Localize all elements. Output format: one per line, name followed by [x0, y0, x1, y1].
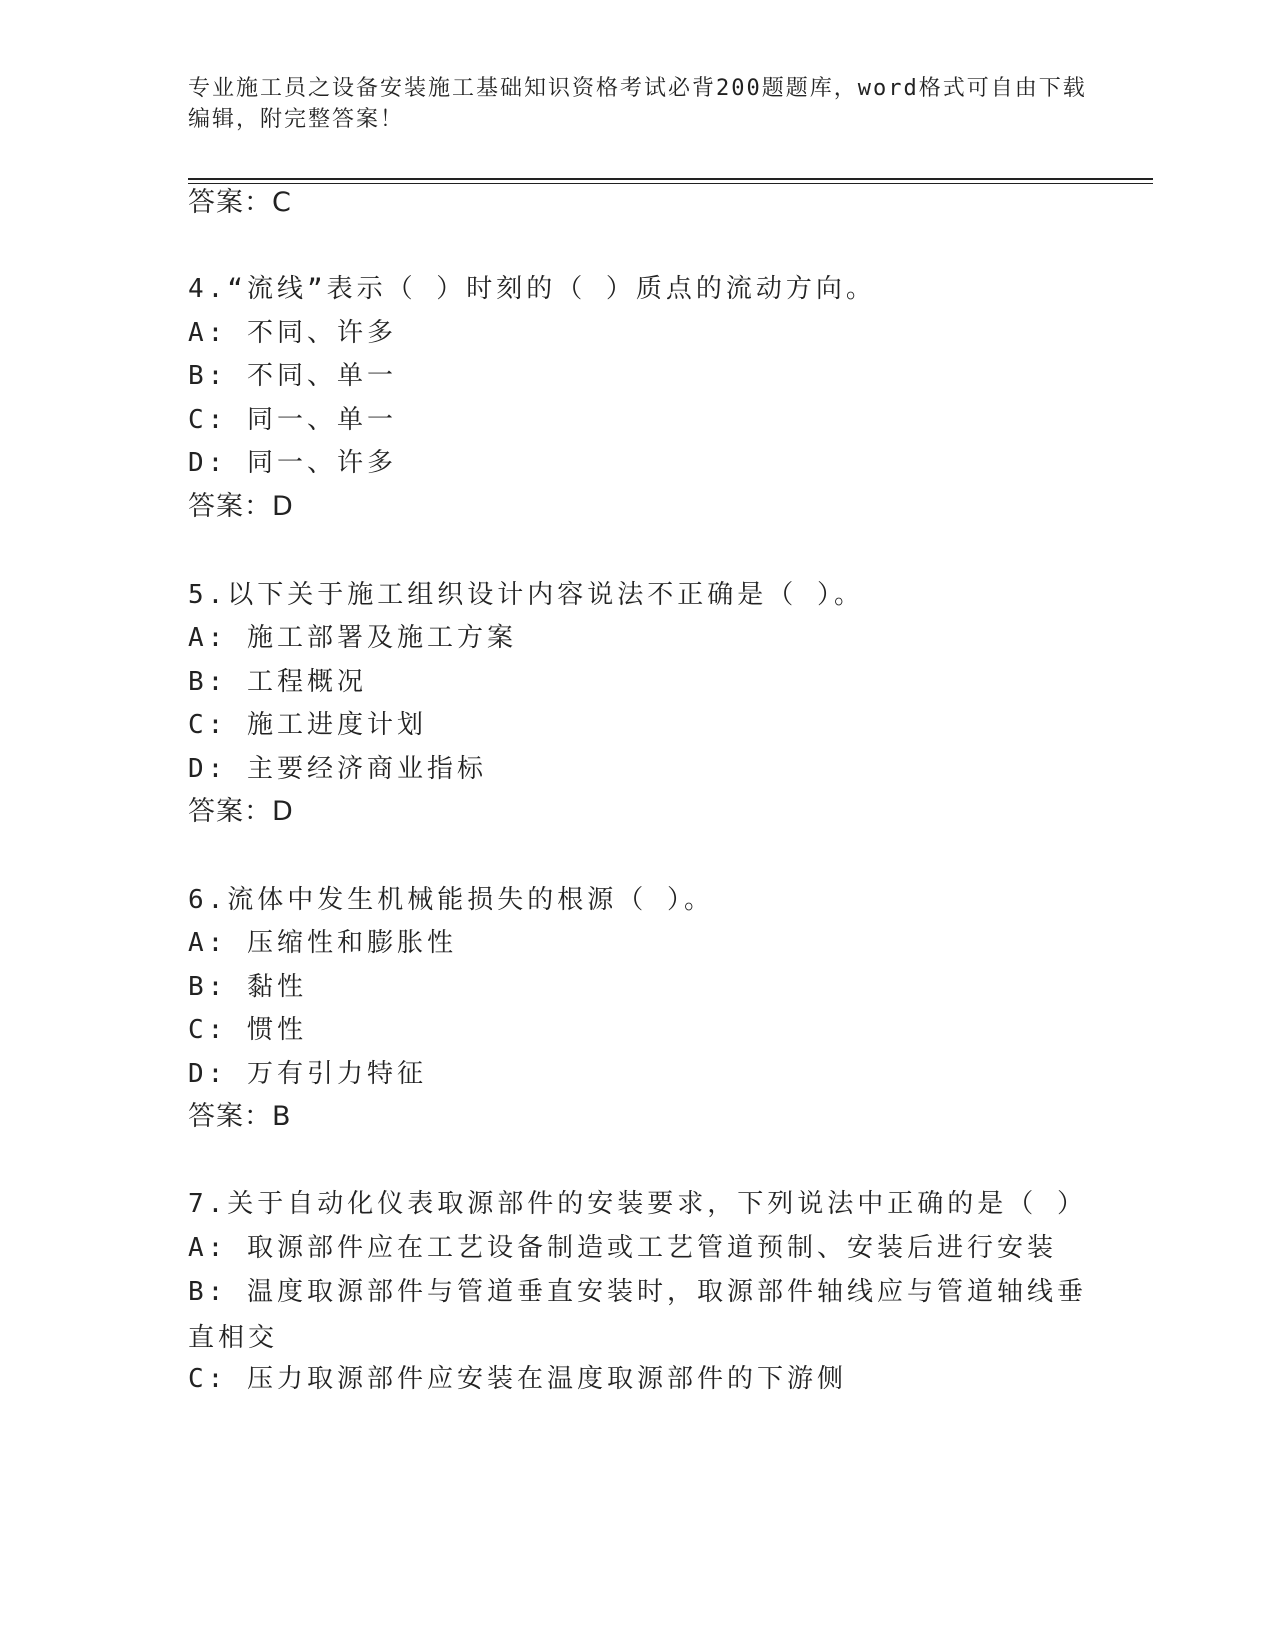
- question-5-stem: 5.以下关于施工组织设计内容说法不正确是（ ）。: [188, 580, 864, 610]
- question-4-stem: 4.“流线”表示（ ）时刻的（ ）质点的流动方向。: [188, 274, 876, 304]
- answer-q3: 答案：C: [188, 187, 292, 218]
- answer-q4: 答案：D: [188, 491, 294, 522]
- question-7-option-a: A: 取源部件应在工艺设备制造或工艺管道预制、安装后进行安装: [188, 1233, 1057, 1263]
- question-5-option-a: A: 施工部署及施工方案: [188, 623, 517, 653]
- answer-q6: 答案：B: [188, 1101, 292, 1132]
- question-5-option-c: C: 施工进度计划: [188, 710, 427, 740]
- question-7-option-b: B: 温度取源部件与管道垂直安装时，取源部件轴线应与管道轴线垂直相交: [188, 1277, 1087, 1353]
- header-divider-thin: [188, 183, 1153, 184]
- question-4-option-d: D: 同一、许多: [188, 448, 397, 478]
- question-4-option-c: C: 同一、单一: [188, 405, 397, 435]
- question-7-stem: 7.关于自动化仪表取源部件的安装要求，下列说法中正确的是（ ）: [188, 1189, 1087, 1219]
- document-header: 专业施工员之设备安装施工基础知识资格考试必背200题题库，word格式可自由下载编辑，附完整答案！: [188, 76, 1087, 132]
- question-6-option-b: B: 黏性: [188, 972, 307, 1002]
- question-6-option-c: C: 惯性: [188, 1015, 307, 1045]
- question-6-option-a: A: 压缩性和膨胀性: [188, 928, 457, 958]
- question-7-option-c: C: 压力取源部件应安装在温度取源部件的下游侧: [188, 1364, 847, 1394]
- header-divider-thick: [188, 178, 1153, 180]
- answer-q5: 答案：D: [188, 796, 294, 827]
- question-5-option-d: D: 主要经济商业指标: [188, 754, 487, 784]
- question-4-option-a: A: 不同、许多: [188, 318, 397, 348]
- question-4-option-b: B: 不同、单一: [188, 361, 397, 391]
- question-6-option-d: D: 万有引力特征: [188, 1059, 427, 1089]
- question-6-stem: 6.流体中发生机械能损失的根源（ ）。: [188, 885, 714, 915]
- question-5-option-b: B: 工程概况: [188, 667, 367, 697]
